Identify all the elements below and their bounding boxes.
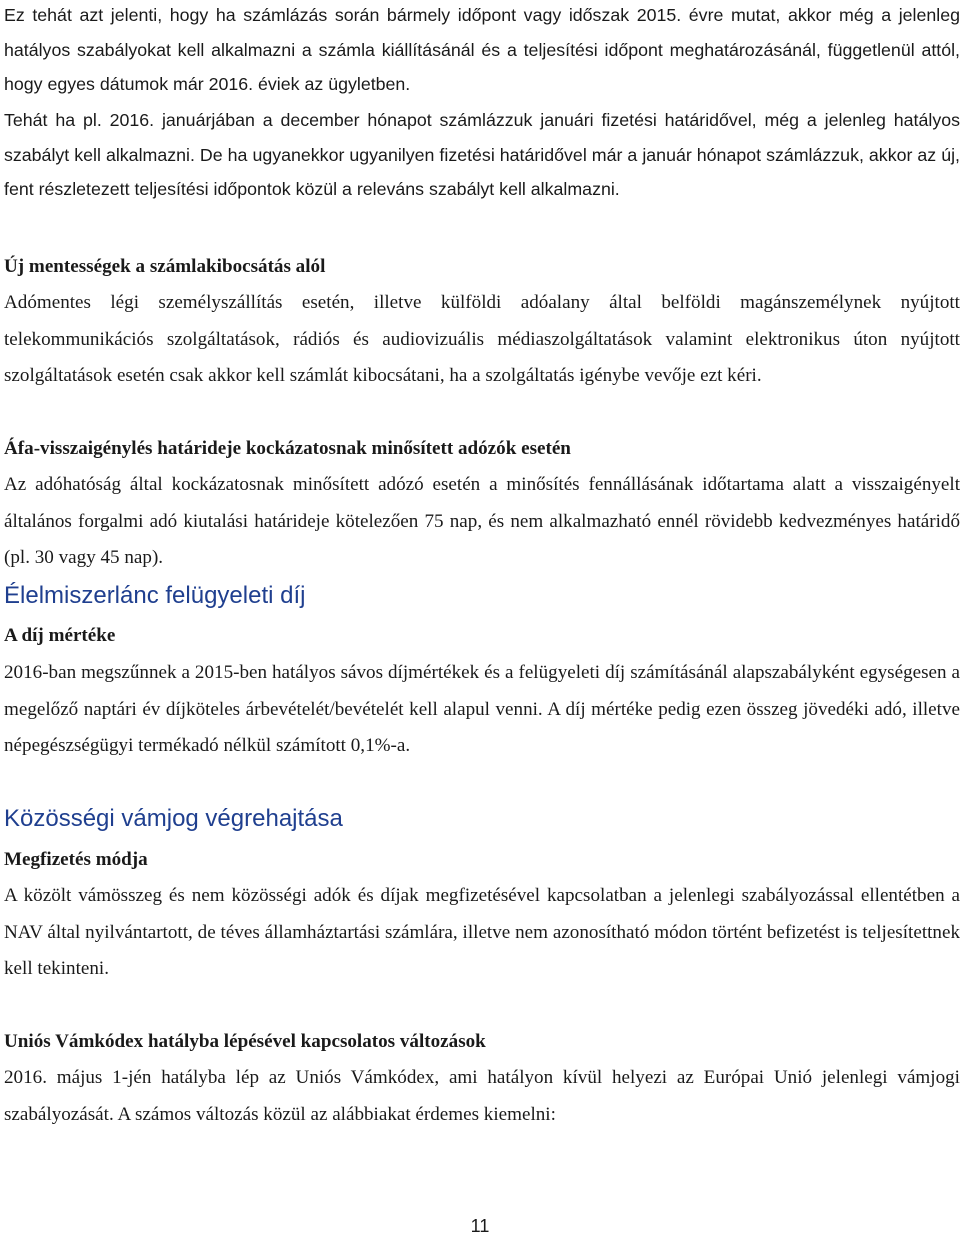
page-number: 11 [470,1216,490,1236]
paragraph-example-january: Tehát ha pl. 2016. januárjában a december hónapot számlázzuk januári fizetési határidővel, még a jelenleg hatályos szabályt kell alkalmazni. De ha ugyanekkor ugyanilyen fizetési határidővel már a január hónapot számlázzuk, akkor az új, fent részletezett teljesítési időpontok közül a releváns szabályt kell alkalmazni. [4,110,960,199]
paragraph-payment-method: A közölt vámösszeg és nem közösségi adók és díjak megfizetésével kapcsolatban a jelenlegi szabályozással ellentétben a NAV által nyilvántartott, de téves államháztartási számlára, illetve nem azonosítható módon történt befizetést is teljesítettnek kell tekinteni. [4,885,960,979]
heading-payment-method: Megfizetés módja [4,849,148,870]
heading-vat-refund-deadline: Áfa-visszaigénylés határideje kockázatosnak minősített adózók esetén [4,438,571,459]
section-title-food-chain-fee: Élelmiszerlánc felügyeleti díj [4,582,306,609]
paragraph-invoice-exemptions: Adómentes légi személyszállítás esetén, illetve külföldi adóalany által belföldi magánszemélynek nyújtott telekommunikációs szolgáltatások, rádiós és audiovizuális médiaszolgáltatások valamint elektronikus úton nyújtott szolgáltatások esetén csak akkor kell számlát kibocsátani, ha a szolgáltatás igénybe vevője ezt kéri. [4,292,960,386]
heading-customs-code-changes: Uniós Vámkódex hatályba lépésével kapcsolatos változások [4,1031,486,1052]
heading-invoice-exemptions: Új mentességek a számlakibocsátás alól [4,256,326,277]
paragraph-vat-refund-deadline: Az adóhatóság által kockázatosnak minősített adózó esetén a minősítés fennállásának időtartama alatt a visszaigényelt általános forgalmi adó kiutalási határideje kötelezően 75 nap, és nem alkalmazható ennél rövidebb kedvezményes határidő (pl. 30 vagy 45 nap). [4,474,960,568]
paragraph-customs-code-changes: 2016. május 1-jén hatályba lép az Uniós Vámkódex, ami hatályon kívül helyezi az Európai Unió jelenlegi vámjogi szabályozását. A számos változás közül az alábbiakat érdemes kiemelni: [4,1067,960,1125]
paragraph-fee-amount: 2016-ban megszűnnek a 2015-ben hatályos sávos díjmértékek és a felügyeleti díj számításánál alapszabályként egységesen a megelőző naptári év díjköteles árbevételét/bevételét kell alapul venni. A díj mértéke pedig ezen összeg jövedéki adó, illetve népegészségügyi termékadó nélkül számított 0,1%-a. [4,662,960,756]
section-title-customs-law: Közösségi vámjog végrehajtása [4,805,343,832]
heading-fee-amount: A díj mértéke [4,625,116,646]
paragraph-invoicing-period: Ez tehát azt jelenti, hogy ha számlázás során bármely időpont vagy időszak 2015. évre mutat, akkor még a jelenleg hatályos szabályokat kell alkalmazni a számla kiállításánál és a teljesítési időpont meghatározásánál, függetlenül attól, hogy egyes dátumok már 2016. éviek az ügyletben. [4,5,960,94]
